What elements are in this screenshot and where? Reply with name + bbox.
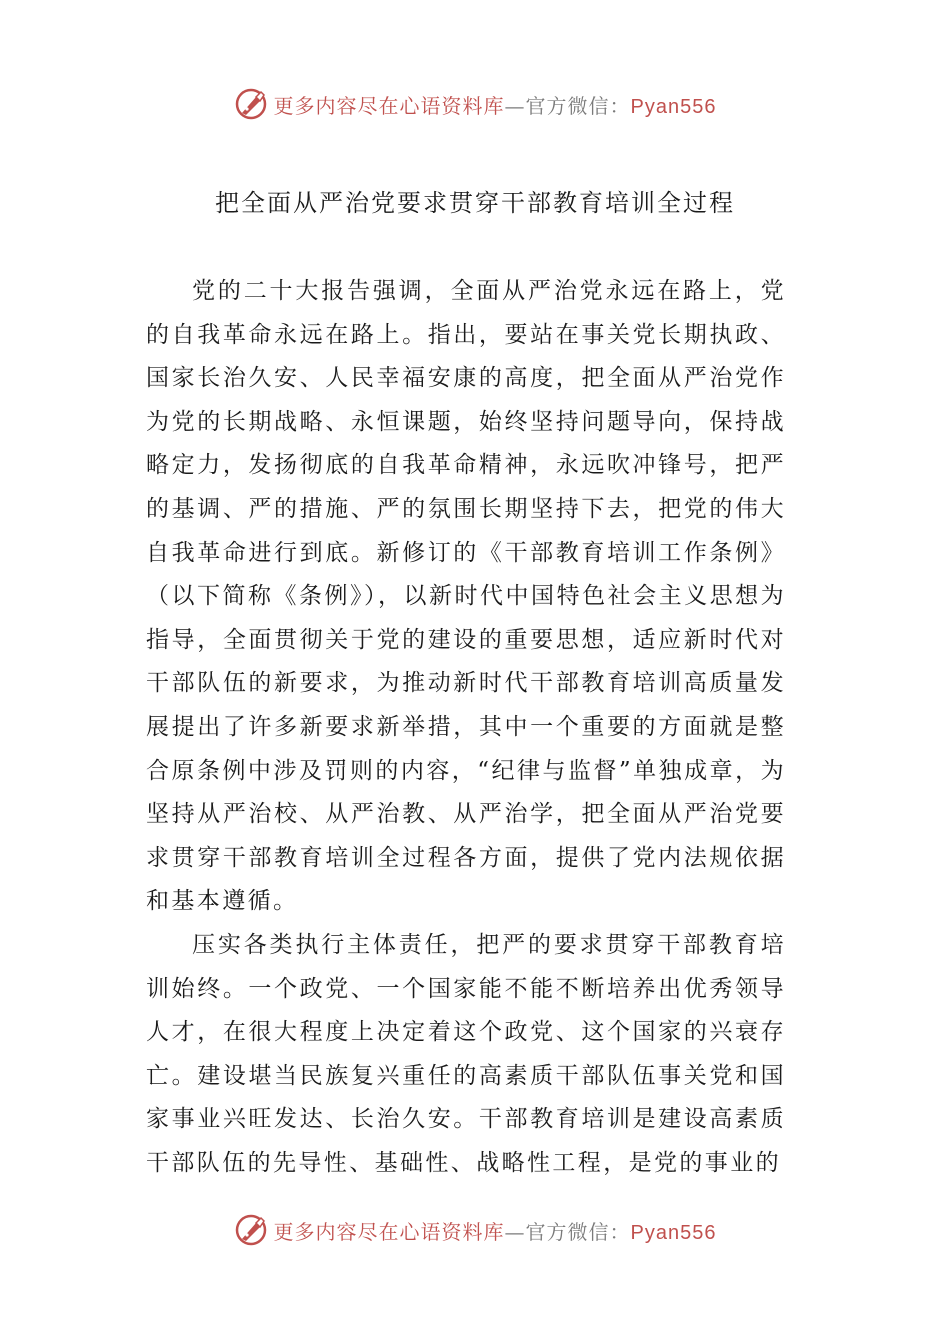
document-title: 把全面从严治党要求贯穿干部教育培训全过程: [215, 189, 735, 217]
watermark-separator: —: [504, 93, 526, 118]
watermark-main: 更多内容尽在心语资料库: [273, 93, 505, 118]
watermark-separator: —: [504, 1219, 526, 1244]
pen-nib-logo-icon: [234, 87, 268, 121]
watermark-main: 更多内容尽在心语资料库: [273, 1219, 505, 1244]
watermark-sub: 官方微信：: [525, 93, 631, 118]
document-body: [146, 270, 786, 1185]
watermark-text: [274, 1216, 717, 1245]
watermark-text: [274, 90, 717, 119]
header-watermark: [0, 84, 950, 124]
paragraph-2: 压实各类执行主体责任，把严的要求贯穿干部教育培训始终。一个政党、一个国家能不能不断培养出优秀领导人才，在很大程度上决定着这个政党、这个国家的兴衰存亡。建设堪当民族复兴重任的高素质干部队伍事关党和国家事业兴旺发达、长治久安。干部教育培训是建设高素质干部队伍的先导性、基础性、战略性工程，是党的事业的: [146, 931, 786, 1176]
watermark-id: Pyan556: [630, 95, 717, 118]
watermark-id: Pyan556: [630, 1221, 717, 1244]
watermark-sub: 官方微信：: [525, 1219, 631, 1244]
footer-watermark: [0, 1210, 950, 1250]
paragraph-1: 党的二十大报告强调，全面从严治党永远在路上，党的自我革命永远在路上。指出，要站在事关党长期执政、国家长治久安、人民幸福安康的高度，把全面从严治党作为党的长期战略、永恒课题，始终坚持问题导向，保持战略定力，发扬彻底的自我革命精神，永远吹冲锋号，把严的基调、严的措施、严的氛围长期坚持下去，把党的伟大自我革命进行到底。新修订的《干部教育培训工作条例》（以下简称《条例》），以新时代中国特色社会主义思想为指导，全面贯彻关于党的建设的重要思想，适应新时代对干部队伍的新要求，为推动新时代干部教育培训高质量发展提出了许多新要求新举措，其中一个重要的方面就是整合原条例中涉及罚则的内容，“纪律与监督”单独成章，为坚持从严治校、从严治教、从严治学，把全面从严治党要求贯穿干部教育培训全过程各方面，提供了党内法规依据和基本遵循。: [146, 278, 786, 915]
pen-nib-logo-icon: [234, 1213, 268, 1247]
